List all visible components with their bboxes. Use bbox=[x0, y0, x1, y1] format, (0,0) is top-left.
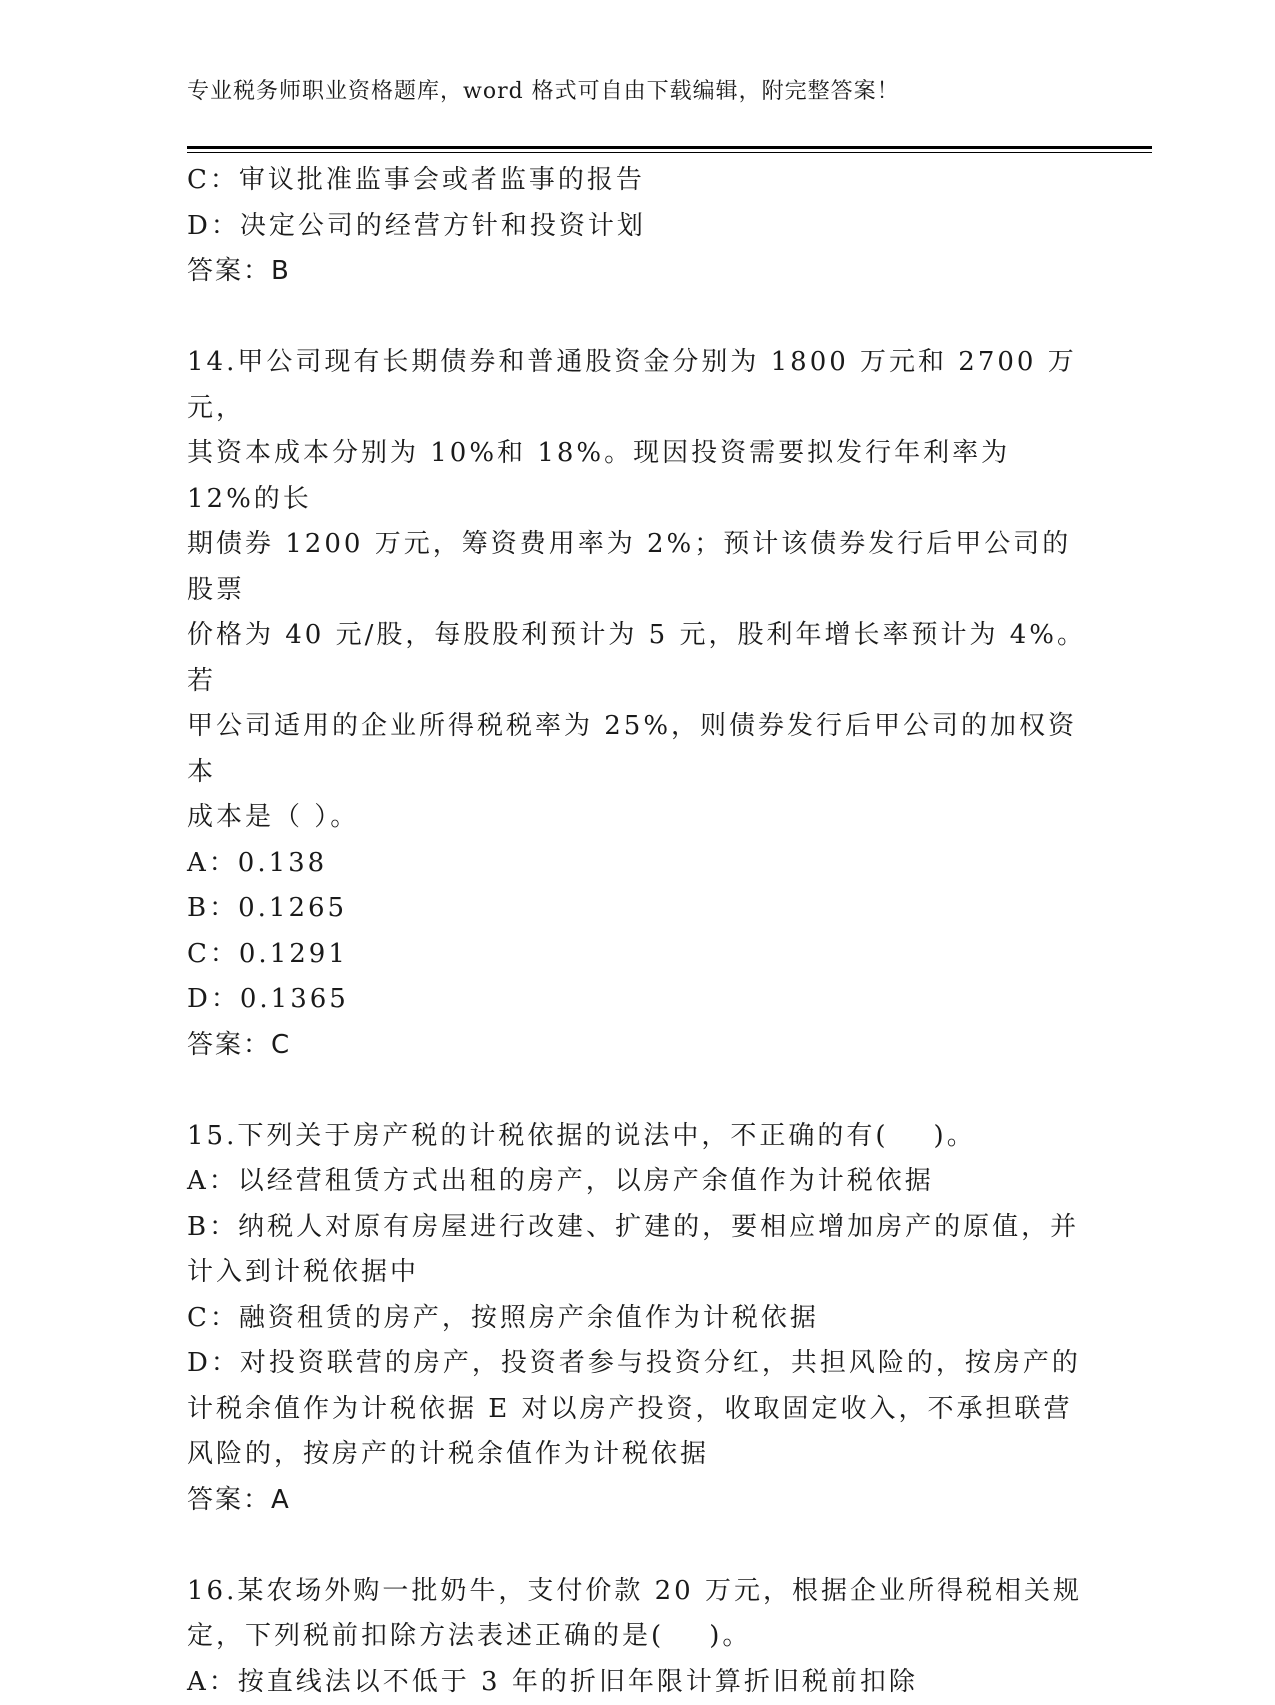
spacer bbox=[187, 1068, 1087, 1114]
option-d: D：决定公司的经营方针和投资计划 bbox=[187, 204, 1087, 250]
option-b: B：0.1265 bbox=[187, 886, 1087, 932]
question-stem-line: 成本是（ ）。 bbox=[187, 795, 1087, 841]
option-a: A：以经营租赁方式出租的房产，以房产余值作为计税依据 bbox=[187, 1159, 1087, 1205]
question-content bbox=[187, 158, 1087, 1705]
option-c: C：融资租赁的房产，按照房产余值作为计税依据 bbox=[187, 1296, 1087, 1342]
option-d-line: D：对投资联营的房产，投资者参与投资分红，共担风险的，按房产的 bbox=[187, 1341, 1087, 1387]
spacer bbox=[187, 295, 1087, 341]
page-header: 专业税务师职业资格题库，word 格式可自由下载编辑，附完整答案！ bbox=[187, 72, 900, 112]
option-d-line: 风险的，按房产的计税余值作为计税依据 bbox=[187, 1432, 1087, 1478]
question-stem-line: 其资本成本分别为 10%和 18%。现因投资需要拟发行年利率为 12%的长 bbox=[187, 431, 1087, 522]
question-13-tail bbox=[187, 158, 1087, 295]
question-stem-line: 16.某农场外购一批奶牛，支付价款 20 万元，根据企业所得税相关规 bbox=[187, 1569, 1087, 1615]
question-16 bbox=[187, 1569, 1087, 1705]
option-b-line: 计入到计税依据中 bbox=[187, 1250, 1087, 1296]
question-stem-line: 14.甲公司现有长期债券和普通股资金分别为 1800 万元和 2700 万元， bbox=[187, 340, 1087, 431]
option-d: D：0.1365 bbox=[187, 977, 1087, 1023]
question-stem-line: 甲公司适用的企业所得税税率为 25%，则债券发行后甲公司的加权资本 bbox=[187, 704, 1087, 795]
header-divider-thin bbox=[187, 152, 1152, 153]
option-a: A：0.138 bbox=[187, 841, 1087, 887]
question-stem-line: 定，下列税前扣除方法表述正确的是( )。 bbox=[187, 1614, 1087, 1660]
option-c: C：0.1291 bbox=[187, 932, 1087, 978]
option-a: A：按直线法以不低于 3 年的折旧年限计算折旧税前扣除 bbox=[187, 1660, 1087, 1705]
question-stem-line: 期债券 1200 万元，筹资费用率为 2%；预计该债券发行后甲公司的股票 bbox=[187, 522, 1087, 613]
answer: 答案：C bbox=[187, 1023, 1087, 1069]
header-divider-thick bbox=[187, 146, 1152, 149]
spacer bbox=[187, 1523, 1087, 1569]
option-b-line: B：纳税人对原有房屋进行改建、扩建的，要相应增加房产的原值，并 bbox=[187, 1205, 1087, 1251]
question-stem: 15.下列关于房产税的计税依据的说法中，不正确的有( )。 bbox=[187, 1114, 1087, 1160]
answer: 答案：B bbox=[187, 249, 1087, 295]
question-15 bbox=[187, 1114, 1087, 1524]
answer: 答案：A bbox=[187, 1478, 1087, 1524]
question-stem-line: 价格为 40 元/股，每股股利预计为 5 元，股利年增长率预计为 4%。若 bbox=[187, 613, 1087, 704]
option-c: C：审议批准监事会或者监事的报告 bbox=[187, 158, 1087, 204]
option-d-line: 计税余值作为计税依据 E 对以房产投资，收取固定收入，不承担联营 bbox=[187, 1387, 1087, 1433]
question-14 bbox=[187, 340, 1087, 1068]
